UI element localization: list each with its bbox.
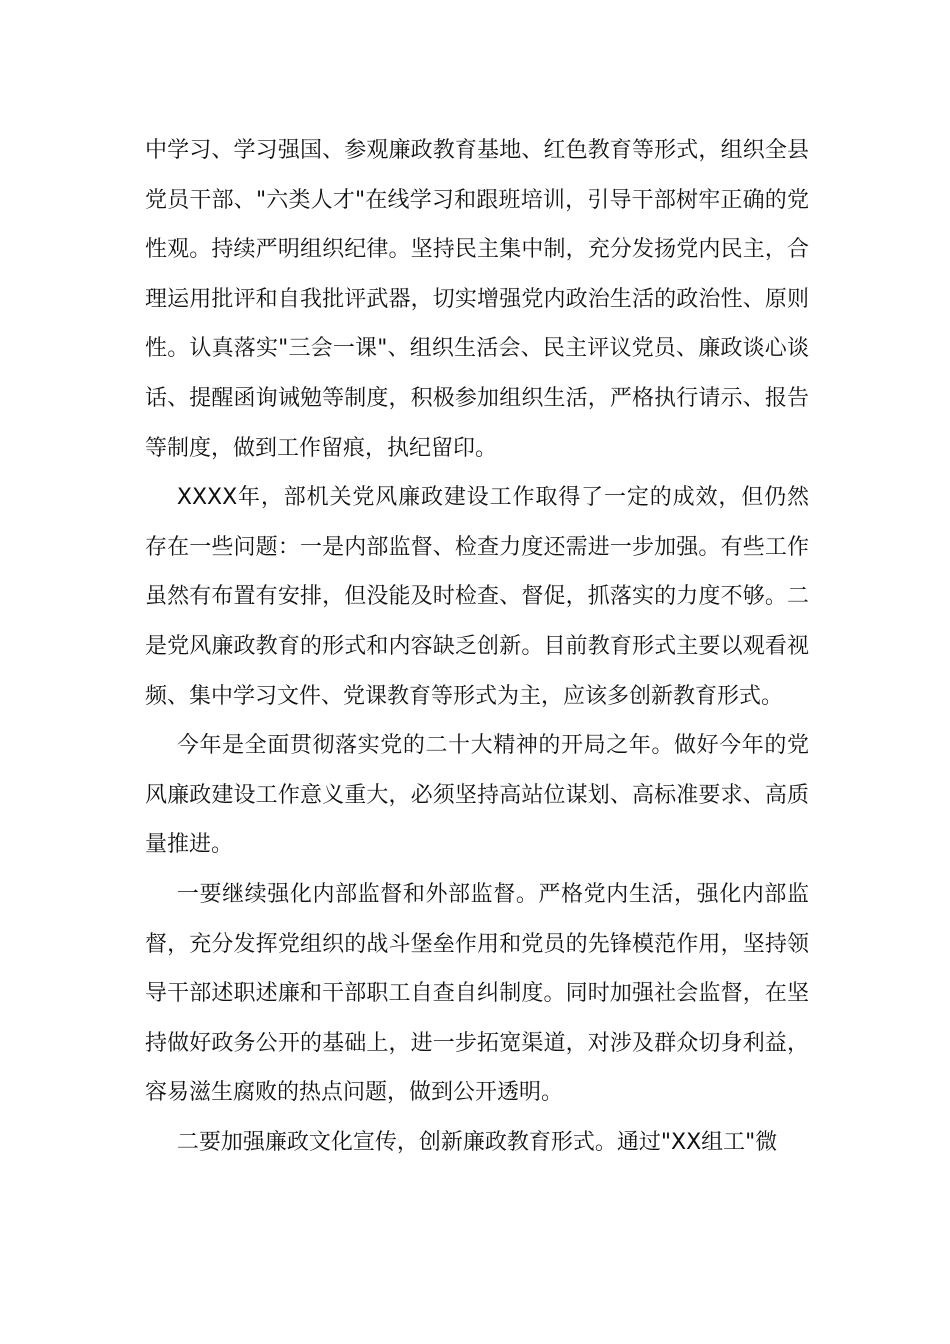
paragraph-5: 二要加强廉政文化宣传，创新廉政教育形式。通过"XX组工"微	[176, 1129, 778, 1155]
document-body	[145, 126, 809, 1167]
paragraph-1: 中学习、学习强国、参观廉政教育基地、红色教育等形式，组织全县党员干部、"六类人才"在线学习和跟班培训，引导干部树牢正确的党性观。持续严明组织纪律。坚持民主集中制，充分发扬党内民主，合理运用批评和自我批评武器，切实增强党内政治生活的政治性、原则性。认真落实"三会一课"、组织生活会、民主评议党员、廉政谈心谈话、提醒函询诫勉等制度，积极参加组织生活，严格执行请示、报告等制度，做到工作留痕，执纪留印。	[145, 138, 809, 461]
paragraph-4: 一要继续强化内部监督和外部监督。严格党内生活，强化内部监督，充分发挥党组织的战斗堡垒作用和党员的先锋模范作用，坚持领导干部述职述廉和干部职工自查自纠制度。同时加强社会监督，在坚持做好政务公开的基础上，进一步拓宽渠道，对涉及群众切身利益，容易滋生腐败的热点问题，做到公开透明。	[145, 881, 809, 1106]
paragraph-3: 今年是全面贯彻落实党的二十大精神的开局之年。做好今年的党风廉政建设工作意义重大，必须坚持高站位谋划、高标准要求、高质量推进。	[145, 733, 809, 858]
paragraph-2: XXXX年，部机关党风廉政建设工作取得了一定的成效，但仍然存在一些问题：一是内部监督、检查力度还需进一步加强。有些工作虽然有布置有安排，但没能及时检查、督促，抓落实的力度不够。二是党风廉政教育的形式和内容缺乏创新。目前教育形式主要以观看视频、集中学习文件、党课教育等形式为主，应该多创新教育形式。	[145, 485, 809, 709]
